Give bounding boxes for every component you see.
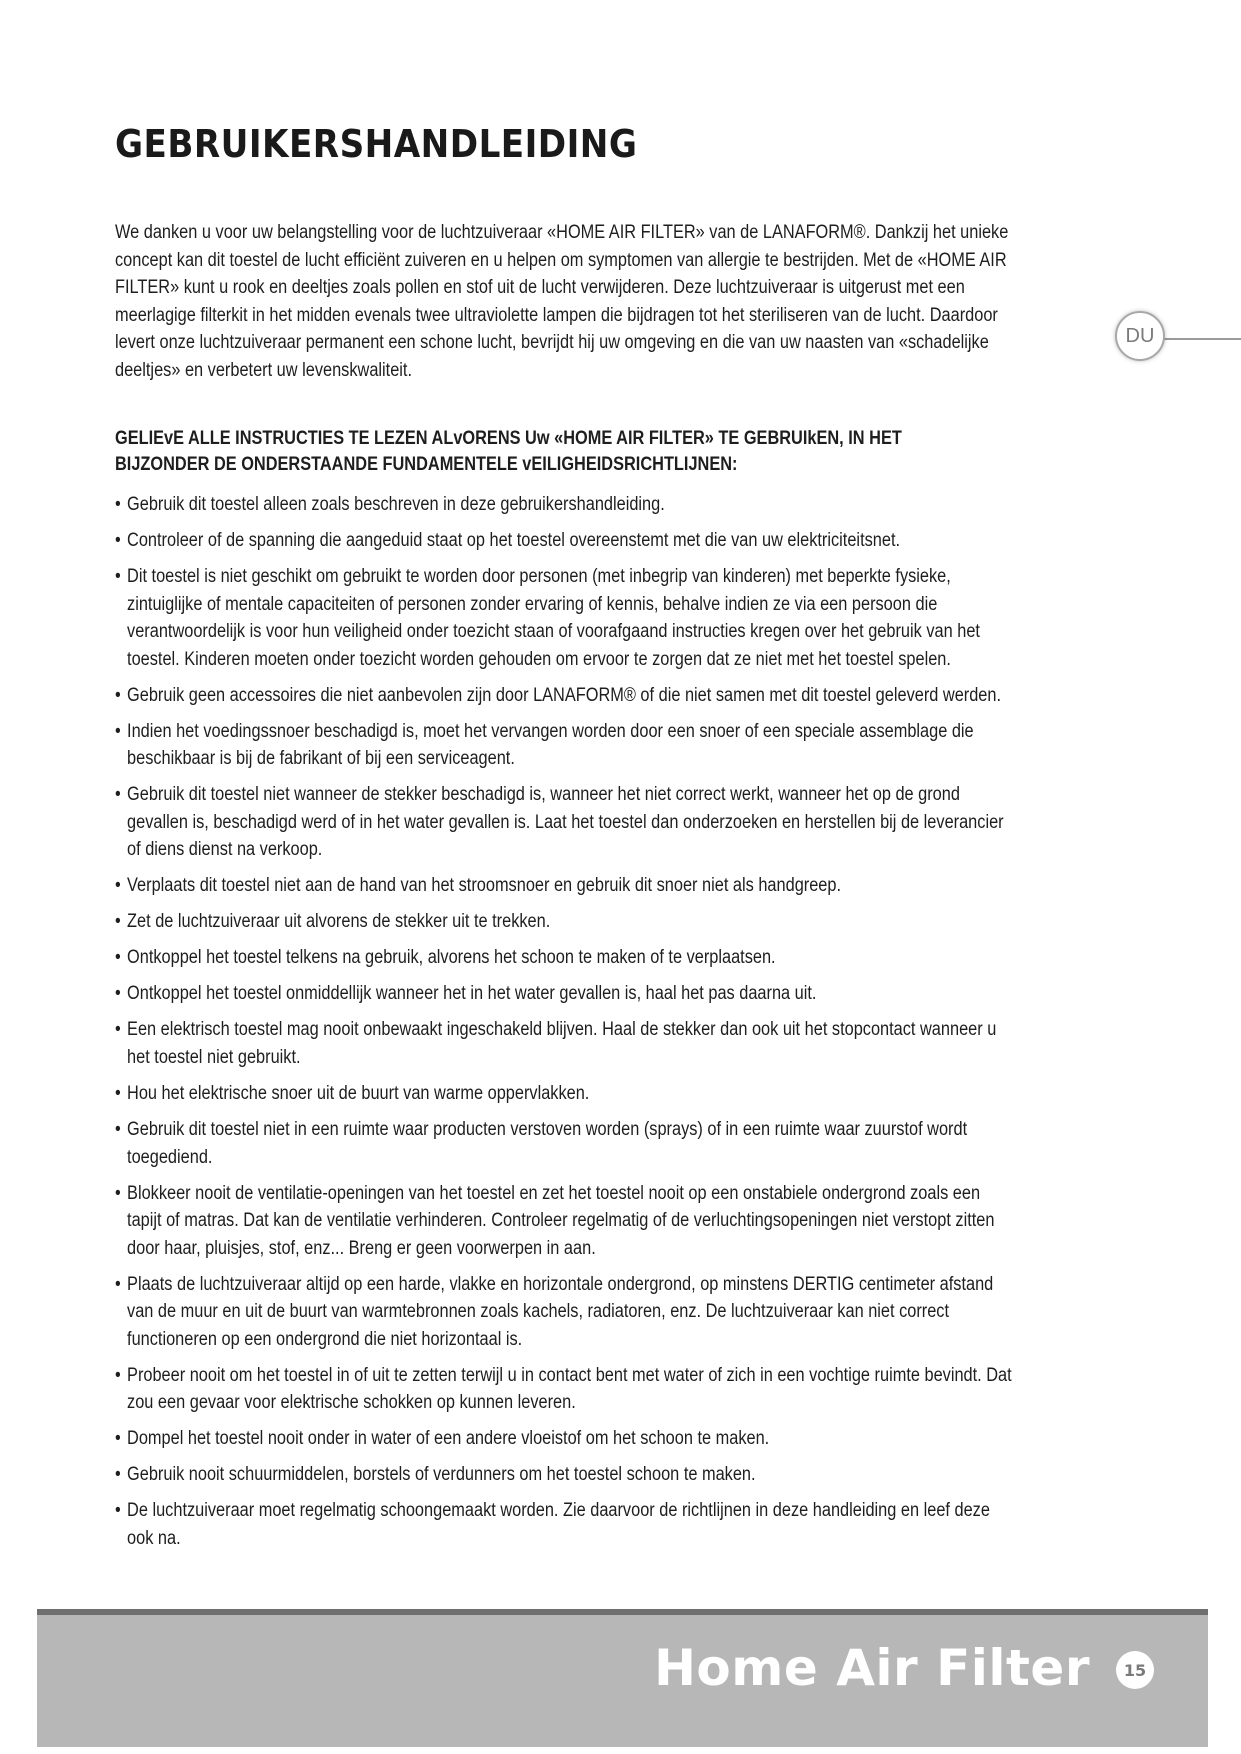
page-number: 15	[1116, 1651, 1154, 1689]
language-tab	[1115, 309, 1241, 369]
list-item: • Een elektrisch toestel mag nooit onbewaakt ingeschakeld blijven. Haal de stekker dan ook uit het stopcontact wanneer u het toestel niet gebruikt.	[115, 1016, 1018, 1071]
list-item: • Controleer of de spanning die aangeduid staat op het toestel overeenstemt met die van uw elektriciteitsnet.	[115, 527, 1018, 555]
list-item: • Blokkeer nooit de ventilatie-openingen van het toestel en zet het toestel nooit op een onstabiele ondergrond zoals een tapijt of matras. Dat kan de ventilatie verhinderen. Controleer regelmatig of de verluchtingsopeningen niet verstopt zitten door haar, pluisjes, stof, enz... Breng er geen voorwerpen in aan.	[115, 1180, 1018, 1263]
list-item: • Hou het elektrische snoer uit de buurt van warme oppervlakken.	[115, 1080, 1018, 1108]
page-title: GEBRUIKERSHANDLEIDING	[115, 122, 638, 166]
list-item: • Gebruik dit toestel niet in een ruimte waar producten verstoven worden (sprays) of in een ruimte waar zuurstof wordt toegediend.	[115, 1116, 1018, 1171]
list-item: • De luchtzuiveraar moet regelmatig schoongemaakt worden. Zie daarvoor de richtlijnen in deze handleiding en leef deze ook na.	[115, 1497, 1018, 1552]
footer-product-name: Home Air Filter	[654, 1639, 1090, 1697]
list-item: • Gebruik dit toestel niet wanneer de stekker beschadigd is, wanneer het niet correct werkt, wanneer het op de grond gevallen is, beschadigd werd of in het water gevallen is. Laat het toestel dan onderzoeken en herstellen bij de leverancier of diens dienst na verkoop.	[115, 781, 1018, 864]
intro-paragraph: We danken u voor uw belangstelling voor de luchtzuiveraar «HOME AIR FILTER» van de LANAFORM®. Dankzij het unieke concept kan dit toestel de lucht efficiënt zuiveren en u helpen om symptomen van allergie te bestrijden. Met de «HOME AIR FILTER» kunt u rook en deeltjes zoals pollen en stof uit de lucht verwijderen. Deze luchtzuiveraar is uitgerust met een meerlagige filterkit in het midden evenals twee ultraviolette lampen die bijdragen tot het steriliseren van de lucht. Daardoor levert onze luchtzuiveraar permanent een schone lucht, bevrijdt hij uw omgeving en die van uw naasten van «schadelijke deeltjes» en verbetert uw levenskwaliteit.	[115, 222, 1009, 381]
list-item: • Dit toestel is niet geschikt om gebruikt te worden door personen (met inbegrip van kinderen) met beperkte fysieke, zintuiglijke of mentale capaciteiten of personen zonder ervaring of kennis, behalve indien ze via een persoon die verantwoordelijk is voor hun veiligheid onder toezicht staan of voorafgaand instructies kregen over het gebruik van het toestel. Kinderen moeten onder toezicht worden gehouden om ervoor te zorgen dat ze niet met het toestel spelen.	[115, 563, 1018, 673]
list-item: • Plaats de luchtzuiveraar altijd op een harde, vlakke en horizontale ondergrond, op minstens DERTIG centimeter afstand van de muur en uit de buurt van warmtebronnen zoals kachels, radiatoren, enz. De luchtzuiveraar kan niet correct functioneren op een ondergrond die niet horizontaal is.	[115, 1271, 1018, 1354]
list-item: • Gebruik geen accessoires die niet aanbevolen zijn door LANAFORM® of die niet samen met dit toestel geleverd werden.	[115, 682, 1018, 710]
list-item: • Ontkoppel het toestel onmiddellijk wanneer het in het water gevallen is, haal het pas daarna uit.	[115, 980, 1018, 1008]
list-item: • Indien het voedingssnoer beschadigd is, moet het vervangen worden door een snoer of een speciale assemblage die beschikbaar is bij de fabrikant of bij een serviceagent.	[115, 718, 1018, 773]
language-badge: DU	[1115, 311, 1165, 361]
list-item: • Ontkoppel het toestel telkens na gebruik, alvorens het schoon te maken of te verplaatsen.	[115, 944, 1018, 972]
safety-warning-heading: GELIEvE ALLE INSTRUCTIES TE LEZEN ALvORENS Uw «HOME AIR FILTER» TE GEBRUIkEN, IN HET BIJZONDER DE ONDERSTAANDE FUNDAMENTELE vEILIGHEIDSRICHTLIJNEN:	[115, 428, 902, 475]
list-item: • Probeer nooit om het toestel in of uit te zetten terwijl u in contact bent met water of zich in een vochtige ruimte bevindt. Dat zou een gevaar voor elektrische schokken op kunnen leveren.	[115, 1362, 1018, 1417]
list-item: • Gebruik dit toestel alleen zoals beschreven in deze gebruikershandleiding.	[115, 491, 1018, 519]
list-item: • Verplaats dit toestel niet aan de hand van het stroomsnoer en gebruik dit snoer niet als handgreep.	[115, 872, 1018, 900]
list-item: • Zet de luchtzuiveraar uit alvorens de stekker uit te trekken.	[115, 908, 1018, 936]
list-item: • Gebruik nooit schuurmiddelen, borstels of verdunners om het toestel schoon te maken.	[115, 1461, 1018, 1489]
footer-bar	[37, 1609, 1208, 1747]
safety-instructions-list	[115, 491, 1018, 1561]
language-tab-line	[1163, 338, 1241, 340]
list-item: • Dompel het toestel nooit onder in water of een andere vloeistof om het schoon te maken.	[115, 1425, 1018, 1453]
